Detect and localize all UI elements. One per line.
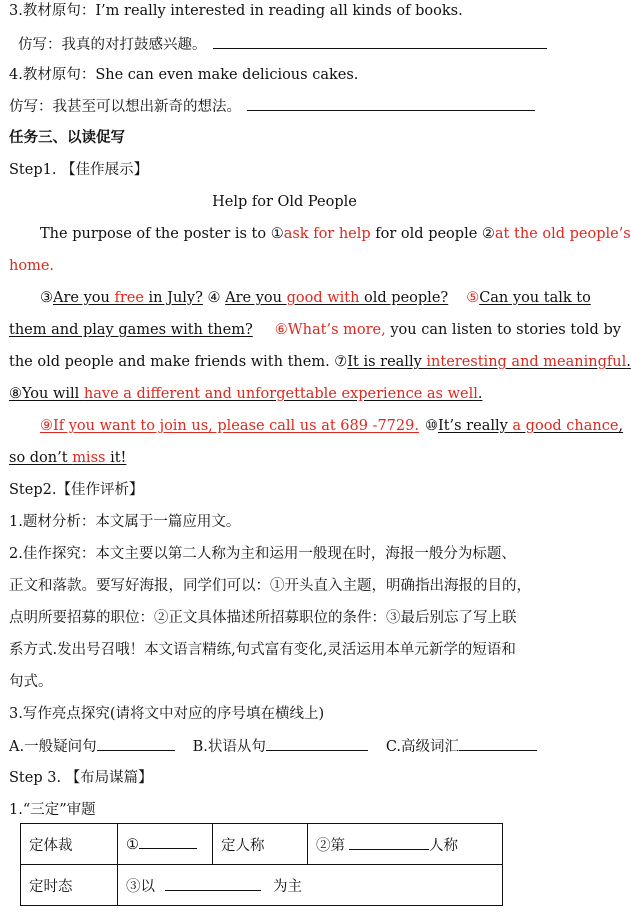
analysis-2: 2.佳作探究：本文主要以第二人称为主和运用一般现在时，海报一般分为标题、 bbox=[9, 546, 516, 562]
genre-label: 定体裁 bbox=[21, 824, 118, 865]
table-row bbox=[21, 865, 503, 906]
essay-text: in July? bbox=[143, 290, 203, 306]
essay-text: you can listen to stories told by bbox=[385, 322, 621, 338]
option-a-blank[interactable] bbox=[97, 737, 175, 751]
essay-highlight: ⑤ bbox=[466, 290, 480, 306]
essay-underlined bbox=[53, 290, 203, 306]
highlight-options bbox=[9, 737, 559, 756]
essay-highlight: ask for help bbox=[283, 226, 371, 242]
essay-underlined bbox=[9, 386, 482, 402]
essay-line-8 bbox=[9, 449, 559, 467]
essay-text: Are you bbox=[225, 290, 287, 306]
essay-text: , bbox=[618, 418, 624, 434]
tense-suffix: 为主 bbox=[273, 878, 302, 895]
essay-text: it! bbox=[105, 450, 127, 466]
essay-line-7 bbox=[40, 417, 624, 435]
essay-title: Help for Old People bbox=[212, 194, 357, 210]
three-points-table bbox=[20, 823, 503, 906]
genre-number: ① bbox=[126, 837, 139, 853]
genre-cell bbox=[118, 824, 213, 865]
essay-text: It is really bbox=[347, 354, 427, 370]
essay-highlight: good with bbox=[286, 290, 360, 306]
essay-highlight: interesting and meaningful bbox=[426, 354, 627, 370]
option-c-blank[interactable] bbox=[459, 737, 537, 751]
essay-line-5 bbox=[9, 353, 631, 371]
source-sentence-3: 3.教材原句：I’m really interested in reading all kinds of books. bbox=[9, 3, 463, 19]
person-prefix: ②第 bbox=[316, 837, 345, 854]
analysis-4: 点明所要招募的职位：②正文具体描述所招募职位的条件：③最后别忘了写上联 bbox=[9, 610, 517, 626]
table-row bbox=[21, 824, 503, 865]
essay-underlined: Can you talk to bbox=[479, 290, 591, 306]
essay-underlined bbox=[438, 418, 623, 434]
person-label: 定人称 bbox=[213, 824, 308, 865]
person-blank[interactable] bbox=[349, 836, 429, 850]
genre-blank[interactable] bbox=[139, 835, 197, 849]
analysis-7: 3.写作亮点探究(请将文中对应的序号填在横线上) bbox=[9, 706, 325, 722]
analysis-5: 系方式.发出号召哦！本文语言精练,句式富有变化,灵活运用本单元新学的短语和 bbox=[9, 642, 516, 658]
rewrite-line-4 bbox=[9, 97, 559, 116]
tense-cell bbox=[118, 865, 503, 906]
tense-blank[interactable] bbox=[165, 877, 261, 891]
rewrite-blank-3[interactable] bbox=[213, 35, 547, 49]
essay-text: the old people and make friends with them. ⑦ bbox=[9, 354, 348, 370]
essay-highlight: have a different and unforgettable experience as well bbox=[83, 386, 478, 402]
step1-heading: Step1. 【佳作展示】 bbox=[9, 162, 149, 178]
essay-underlined: them and play games with them? bbox=[9, 322, 253, 338]
person-cell bbox=[308, 824, 503, 865]
essay-text: so don’t bbox=[9, 450, 73, 466]
essay-text: Are you bbox=[53, 290, 115, 306]
option-b-label: B.状语从句 bbox=[192, 739, 266, 755]
essay-text: for old people ② bbox=[370, 226, 495, 242]
option-a-label: A.一般疑问句 bbox=[9, 739, 97, 755]
essay-text: old people? bbox=[359, 290, 449, 306]
sandi-heading: 1.“三定”审题 bbox=[9, 802, 96, 818]
essay-text: ③ bbox=[40, 290, 53, 306]
essay-highlight: at the old people’s bbox=[494, 226, 631, 242]
essay-line-6 bbox=[9, 385, 559, 403]
step3-heading: Step 3. 【布局谋篇】 bbox=[9, 770, 153, 786]
essay-underlined bbox=[225, 290, 448, 306]
essay-line-3 bbox=[40, 289, 591, 307]
analysis-6: 句式。 bbox=[9, 674, 53, 690]
essay-text: ⑩ bbox=[424, 418, 438, 434]
essay-text: ⑧You will bbox=[9, 386, 84, 402]
option-b-blank[interactable] bbox=[266, 737, 368, 751]
step2-heading: Step2.【佳作评析】 bbox=[9, 482, 144, 498]
analysis-1: 1.题材分析：本文属于一篇应用文。 bbox=[9, 514, 241, 530]
option-c-label: C.高级词汇 bbox=[385, 739, 460, 755]
person-suffix: 人称 bbox=[429, 837, 458, 854]
tense-label: 定时态 bbox=[21, 865, 118, 906]
essay-text: It’s really bbox=[437, 418, 513, 434]
tense-prefix: ③以 bbox=[126, 878, 155, 895]
essay-line-2: home. bbox=[9, 258, 55, 274]
essay-highlight: miss bbox=[72, 450, 106, 466]
rewrite-prompt-3: 仿写：我真的对打鼓感兴趣。 bbox=[18, 37, 207, 53]
essay-highlight: a good chance bbox=[512, 418, 619, 434]
essay-highlight: ⑨If you want to join us, please call us at 689 -7729. bbox=[40, 418, 419, 434]
source-sentence-4: 4.教材原句：She can even make delicious cakes. bbox=[9, 67, 359, 83]
rewrite-prompt-4: 仿写：我甚至可以想出新奇的想法。 bbox=[9, 99, 241, 115]
analysis-3: 正文和落款。要写好海报，同学们可以：①开头直入主题，明确指出海报的目的， bbox=[9, 578, 531, 594]
essay-line-4 bbox=[9, 321, 621, 339]
essay-text: . bbox=[626, 354, 631, 370]
essay-line-1 bbox=[40, 225, 631, 243]
essay-highlight: free bbox=[114, 290, 144, 306]
rewrite-blank-4[interactable] bbox=[247, 97, 535, 111]
task-title: 任务三、以读促写 bbox=[9, 130, 125, 146]
essay-text: . bbox=[477, 386, 483, 402]
essay-text: The purpose of the poster is to ① bbox=[40, 226, 284, 242]
essay-underlined bbox=[9, 450, 126, 466]
essay-text: ④ bbox=[202, 290, 226, 306]
rewrite-line-3 bbox=[18, 35, 559, 54]
essay-underlined bbox=[347, 354, 631, 370]
essay-highlight: ⑥What’s more, bbox=[274, 322, 386, 338]
